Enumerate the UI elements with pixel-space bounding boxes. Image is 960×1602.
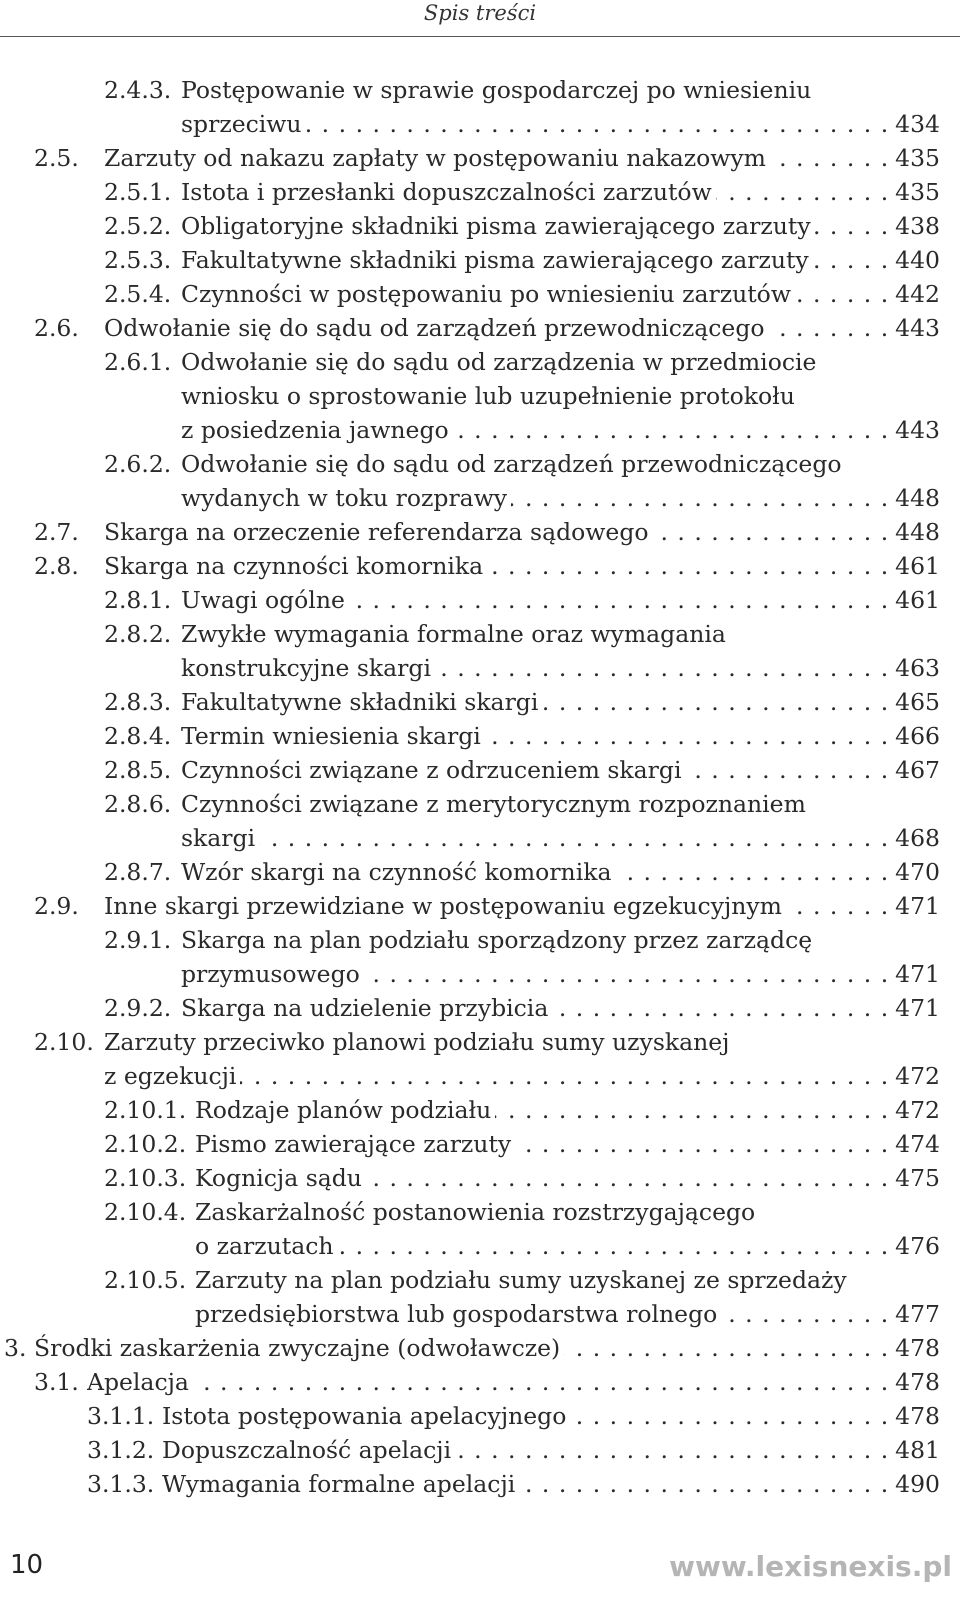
toc-entry-page: 467: [890, 753, 940, 787]
toc-entry-number: 2.5.: [34, 144, 79, 172]
toc-entry-page: 477: [890, 1297, 940, 1331]
toc-entry[interactable]: [0, 1127, 960, 1161]
toc-entry-line: [181, 209, 940, 243]
toc-entry[interactable]: [0, 889, 960, 923]
toc-entry-page: 471: [890, 889, 940, 923]
toc-entry-line: [181, 243, 940, 277]
toc-entry-number: 2.5.3.: [104, 246, 172, 274]
toc-entry-page: 434: [890, 107, 940, 141]
toc-entry-number: 3.1.: [34, 1368, 79, 1396]
toc-entry-line: [162, 1467, 940, 1501]
toc-entry-title: Zarzuty od nakazu zapłaty w postępowaniu nakazowym: [104, 144, 770, 172]
toc-entry-page: 474: [890, 1127, 940, 1161]
toc-entry-number: 2.8.3.: [104, 688, 172, 716]
toc-entry-title: z egzekucji: [104, 1062, 240, 1090]
toc-entry-title: konstrukcyjne skargi: [181, 654, 435, 682]
toc-entry-title: Czynności związane z merytorycznym rozpoznaniem: [181, 790, 810, 818]
toc-entry-title: Inne skargi przewidziane w postępowaniu egzekucyjnym: [104, 892, 786, 920]
toc-entry[interactable]: [0, 277, 960, 311]
toc-entry-page: 478: [890, 1331, 940, 1365]
toc-entry[interactable]: [0, 141, 960, 175]
toc-entry-line: [181, 175, 940, 209]
toc-entry-page: 435: [890, 175, 940, 209]
toc-entry-number: 2.8.7.: [104, 858, 172, 886]
toc-entry-line: [104, 549, 940, 583]
toc-entry-number: 2.5.1.: [104, 178, 172, 206]
toc-entry-title: Środki zaskarżenia zwyczajne (odwoławcze): [34, 1334, 564, 1362]
toc-entry-line: [104, 889, 940, 923]
toc-entry-number: 2.9.: [34, 892, 79, 920]
toc-entry-line: [181, 923, 940, 957]
toc-entry-title: Uwagi ogólne: [181, 586, 349, 614]
header-title: Spis treści: [423, 1, 537, 25]
toc-entry-title: Apelacja: [87, 1368, 193, 1396]
toc-entry-page: 490: [890, 1467, 940, 1501]
toc-entry-number: 2.10.4.: [104, 1198, 187, 1226]
toc-entry-title: Rodzaje planów podziału: [195, 1096, 495, 1124]
toc-entry-number: 2.6.: [34, 314, 79, 342]
toc-entry-number: 2.5.4.: [104, 280, 172, 308]
toc-entry-number: 2.4.3.: [104, 76, 172, 104]
toc-entry[interactable]: [0, 345, 960, 447]
toc-entry-line: [195, 1161, 940, 1195]
toc-entry-number: 2.10.2.: [104, 1130, 187, 1158]
toc-entry-number: 2.10.: [34, 1028, 94, 1056]
toc-entry-number: 2.5.2.: [104, 212, 172, 240]
toc-entry[interactable]: [0, 515, 960, 549]
toc-entry-page: 471: [890, 991, 940, 1025]
toc-entry-title: Czynności w postępowaniu po wniesieniu zarzutów: [181, 280, 795, 308]
toc-entry-line: [181, 73, 940, 107]
toc-entry-title: wniosku o sprostowanie lub uzupełnienie protokołu: [181, 382, 799, 410]
toc-entry-title: Obligatoryjne składniki pisma zawierającego zarzuty: [181, 212, 815, 240]
toc-entry[interactable]: [0, 991, 960, 1025]
toc-entry-line: [181, 821, 940, 855]
toc-entry-title: Postępowanie w sprawie gospodarczej po wniesieniu: [181, 76, 815, 104]
toc-entry[interactable]: [0, 753, 960, 787]
toc-entry-title: Wzór skargi na czynność komornika: [181, 858, 615, 886]
toc-entry-title: Odwołanie się do sądu od zarządzeń przewodniczącego: [104, 314, 769, 342]
toc-entry-line: [195, 1263, 940, 1297]
toc-entry[interactable]: [0, 175, 960, 209]
toc-entry-number: 3.1.2.: [87, 1436, 155, 1464]
toc-entry-line: [181, 787, 940, 821]
toc-entry-line: [181, 991, 940, 1025]
toc-entry-page: 472: [890, 1093, 940, 1127]
toc-entry-number: 3.1.1.: [87, 1402, 155, 1430]
toc-entry[interactable]: [0, 1161, 960, 1195]
toc-entry-title: Skarga na plan podziału sporządzony przez zarządcę: [181, 926, 816, 954]
publisher-url: www.lexisnexis.pl: [669, 1550, 952, 1583]
toc-entry-line: [181, 447, 940, 481]
toc-entry[interactable]: [0, 1467, 960, 1501]
toc-entry-line: [181, 719, 940, 753]
toc-entry[interactable]: [0, 73, 960, 141]
toc-entry-number: 2.9.2.: [104, 994, 172, 1022]
toc-entry-title: sprzeciwu: [181, 110, 306, 138]
toc-entry-page: 461: [890, 583, 940, 617]
toc-entry-line: [181, 413, 940, 447]
toc-entry-page: 463: [890, 651, 940, 685]
toc-entry-page: 478: [890, 1365, 940, 1399]
toc-entry-number: 2.8.1.: [104, 586, 172, 614]
toc-entry-line: [181, 481, 940, 515]
toc-entry-page: 438: [890, 209, 940, 243]
toc-entry-title: Zaskarżalność postanowienia rozstrzygającego: [195, 1198, 759, 1226]
toc-entry-page: 478: [890, 1399, 940, 1433]
toc-entry[interactable]: [0, 787, 960, 855]
toc-entry-number: 3.1.3.: [87, 1470, 155, 1498]
toc-entry-line: [104, 141, 940, 175]
toc-entry-line: [181, 651, 940, 685]
toc-entry-line: [104, 1025, 940, 1059]
running-header: [0, 0, 960, 37]
toc-entry-title: Skarga na orzeczenie referendarza sądowego: [104, 518, 653, 546]
toc-entry-title: Istota i przesłanki dopuszczalności zarzutów: [181, 178, 716, 206]
toc-entry-line: [181, 379, 940, 413]
toc-entry-line: [181, 107, 940, 141]
toc-entry-page: 472: [890, 1059, 940, 1093]
toc-entry-page: 461: [890, 549, 940, 583]
toc-entry-title: Odwołanie się do sądu od zarządzenia w przedmiocie: [181, 348, 820, 376]
toc-entry-number: 2.10.5.: [104, 1266, 187, 1294]
toc-entry-title: Istota postępowania apelacyjnego: [162, 1402, 570, 1430]
toc-entry-title: Dopuszczalność apelacji: [162, 1436, 455, 1464]
toc-entry-title: Fakultatywne składniki pisma zawierającego zarzuty: [181, 246, 813, 274]
toc-entry-title: o zarzutach: [195, 1232, 338, 1260]
toc-entry[interactable]: [0, 583, 960, 617]
toc-entry-number: 2.8.5.: [104, 756, 172, 784]
toc-entry-line: [181, 957, 940, 991]
toc-entry-line: [195, 1093, 940, 1127]
toc-entry-title: przedsiębiorstwa lub gospodarstwa rolnego: [195, 1300, 721, 1328]
toc-entry-title: wydanych w toku rozprawy: [181, 484, 511, 512]
toc-entry[interactable]: [0, 923, 960, 991]
toc-entry-page: 443: [890, 413, 940, 447]
toc-entry-line: [104, 515, 940, 549]
toc-entry-page: 440: [890, 243, 940, 277]
toc-entry[interactable]: [0, 685, 960, 719]
toc-entry-line: [104, 1059, 940, 1093]
toc-entry-title: Zarzuty na plan podziału sumy uzyskanej ze sprzedaży: [195, 1266, 851, 1294]
toc-entry-line: [181, 753, 940, 787]
toc-entry[interactable]: [0, 1025, 960, 1093]
toc-entry-page: 475: [890, 1161, 940, 1195]
toc-entry-page: 481: [890, 1433, 940, 1467]
toc-entry-line: [195, 1127, 940, 1161]
toc-entry[interactable]: [0, 243, 960, 277]
toc-entry-page: 443: [890, 311, 940, 345]
toc-entry-page: 442: [890, 277, 940, 311]
toc-entry[interactable]: [0, 1195, 960, 1263]
toc-entry-number: 2.6.1.: [104, 348, 172, 376]
toc-entry-title: Termin wniesienia skargi: [181, 722, 485, 750]
toc-entry-page: 476: [890, 1229, 940, 1263]
toc-entry-number: 2.8.: [34, 552, 79, 580]
toc-entry[interactable]: [0, 617, 960, 685]
toc-entry-title: Wymagania formalne apelacji: [162, 1470, 519, 1498]
toc-entry-number: 2.10.1.: [104, 1096, 187, 1124]
toc-entry-number: 2.6.2.: [104, 450, 172, 478]
toc-entry-number: 2.8.2.: [104, 620, 172, 648]
toc-entry-title: Odwołanie się do sądu od zarządzeń przewodniczącego: [181, 450, 846, 478]
toc-entry-line: [181, 583, 940, 617]
toc-entry-title: przymusowego: [181, 960, 364, 988]
toc-entry-page: 435: [890, 141, 940, 175]
toc-entry-title: Skarga na czynności komornika: [104, 552, 487, 580]
toc-entry-number: 2.7.: [34, 518, 79, 546]
toc-entry[interactable]: [0, 1263, 960, 1331]
toc-entry-page: 470: [890, 855, 940, 889]
toc-entry-page: 468: [890, 821, 940, 855]
toc-entry-line: [181, 345, 940, 379]
toc-entry[interactable]: [0, 1331, 960, 1365]
toc-entry-title: Skarga na udzielenie przybicia: [181, 994, 552, 1022]
toc-entry[interactable]: [0, 1433, 960, 1467]
toc-entry-line: [181, 277, 940, 311]
toc-entry-page: 448: [890, 515, 940, 549]
toc-entry[interactable]: [0, 1365, 960, 1399]
toc-entry-title: Pismo zawierające zarzuty: [195, 1130, 515, 1158]
toc-entry-title: Czynności związane z odrzuceniem skargi: [181, 756, 685, 784]
toc-entry-title: Kognicja sądu: [195, 1164, 366, 1192]
toc-entry[interactable]: [0, 719, 960, 753]
toc-entry-line: [104, 311, 940, 345]
toc-entry[interactable]: [0, 209, 960, 243]
toc-entry-page: 471: [890, 957, 940, 991]
toc-entry-title: Zwykłe wymagania formalne oraz wymagania: [181, 620, 730, 648]
toc-entry-line: [162, 1433, 940, 1467]
toc-entry[interactable]: [0, 549, 960, 583]
toc-entry-line: [195, 1297, 940, 1331]
toc-entry-line: [195, 1195, 940, 1229]
toc-entry-page: 465: [890, 685, 940, 719]
toc-entry[interactable]: [0, 447, 960, 515]
toc-entry-line: [181, 685, 940, 719]
toc-entry-line: [181, 617, 940, 651]
toc-entry-page: 448: [890, 481, 940, 515]
toc-entry-title: skargi: [181, 824, 259, 852]
toc-entry-line: [87, 1365, 940, 1399]
page-number: 10: [10, 1550, 44, 1580]
toc-entry-title: z posiedzenia jawnego: [181, 416, 453, 444]
toc-entry-number: 2.8.6.: [104, 790, 172, 818]
toc-entry-line: [195, 1229, 940, 1263]
toc-entry[interactable]: [0, 1399, 960, 1433]
toc-entry-number: 2.8.4.: [104, 722, 172, 750]
toc-entry[interactable]: [0, 1093, 960, 1127]
table-of-contents: [0, 73, 960, 1501]
toc-entry-number: 2.10.3.: [104, 1164, 187, 1192]
toc-entry-number: 2.9.1.: [104, 926, 172, 954]
toc-entry-line: [162, 1399, 940, 1433]
toc-entry-line: [181, 855, 940, 889]
toc-entry-line: [34, 1331, 940, 1365]
toc-entry-title: Fakultatywne składniki skargi: [181, 688, 542, 716]
toc-entry[interactable]: [0, 855, 960, 889]
toc-entry[interactable]: [0, 311, 960, 345]
toc-entry-number: 3.: [4, 1334, 27, 1362]
toc-entry-title: Zarzuty przeciwko planowi podziału sumy uzyskanej: [104, 1028, 733, 1056]
toc-entry-page: 466: [890, 719, 940, 753]
